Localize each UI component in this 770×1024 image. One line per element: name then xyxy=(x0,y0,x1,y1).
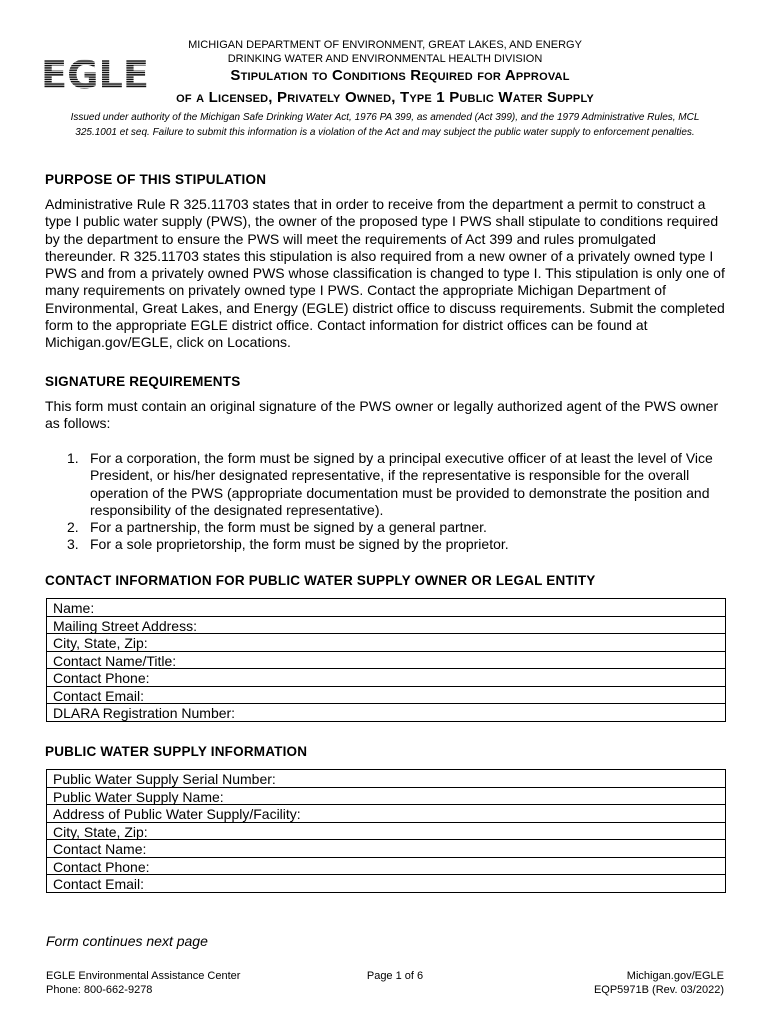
list-number: 3. xyxy=(67,536,79,553)
pws-city-state-zip-field[interactable]: City, State, Zip: xyxy=(47,823,725,841)
agency-name: MICHIGAN DEPARTMENT OF ENVIRONMENT, GREAT LAKES, AND ENERGY xyxy=(188,39,582,51)
mailing-address-field[interactable]: Mailing Street Address: xyxy=(47,617,725,635)
signature-intro: This form must contain an original signature of the PWS owner or legally authorized agent of the PWS owner as follows: xyxy=(45,398,719,432)
list-text: For a corporation, the form must be signed by a principal executive officer of at least the level of Vice President, or his/her designated representative, if the representative is responsible for the overall operation of the PWS (appropriate documentation must be provided to demonstrate the position and responsibility of the designated representative). xyxy=(90,450,713,518)
form-title-line2: of a Licensed, Privately Owned, Type 1 Public Water Supply xyxy=(176,89,594,106)
city-state-zip-field[interactable]: City, State, Zip: xyxy=(47,634,725,652)
pws-contact-phone-field[interactable]: Contact Phone: xyxy=(47,858,725,876)
list-item xyxy=(45,450,730,519)
list-text: For a sole proprietorship, the form must be signed by the proprietor. xyxy=(90,536,509,553)
pws-serial-number-field[interactable]: Public Water Supply Serial Number: xyxy=(47,770,725,788)
purpose-heading: PURPOSE OF THIS STIPULATION xyxy=(45,172,267,187)
contact-info-table xyxy=(46,598,726,722)
pws-name-field[interactable]: Public Water Supply Name: xyxy=(47,788,725,806)
signature-heading: SIGNATURE REQUIREMENTS xyxy=(45,374,241,389)
form-continues-note: Form continues next page xyxy=(46,933,208,949)
form-title-line1: Stipulation to Conditions Required for Approval xyxy=(230,67,570,84)
contact-name-field[interactable]: Name: xyxy=(47,599,725,617)
authority-notice: Issued under authority of the Michigan Safe Drinking Water Act, 1976 PA 399, as amended (Act 399), and the 1979 Administrative Rules, MCL 325.1001 et seq. Failure to submit this information is a violation of the Act and may subject the public water supply to enforcement penalties. xyxy=(70,112,700,138)
pws-heading: PUBLIC WATER SUPPLY INFORMATION xyxy=(45,744,308,759)
logo-text: EGLE xyxy=(41,58,149,90)
list-number: 2. xyxy=(67,519,79,536)
footer-phone: Phone: 800-662-9278 xyxy=(46,984,153,996)
footer-website: Michigan.gov/EGLE xyxy=(626,970,724,982)
list-item xyxy=(45,519,730,536)
list-item xyxy=(45,536,730,553)
pws-info-table xyxy=(46,769,726,893)
contact-phone-field[interactable]: Contact Phone: xyxy=(47,669,725,687)
pws-contact-email-field[interactable]: Contact Email: xyxy=(47,875,725,893)
pws-contact-name-field[interactable]: Contact Name: xyxy=(47,840,725,858)
pws-address-field[interactable]: Address of Public Water Supply/Facility: xyxy=(47,805,725,823)
purpose-text: Administrative Rule R 325.11703 states that in order to receive from the department a permit to construct a type I public water supply (PWS), the owner of the proposed type I PWS shall stipulate to conditions required by the department to ensure the PWS will meet the requirements of Act 399 and rules promulgated thereunder. R 325.11703 states this stipulation is also required from a new owner of a privately owned type I PWS and from a privately owned PWS whose classification is changed to type I. This stipulation is only one of many requirements on privately owned type I PWS. Contact the appropriate Michigan Department of Environmental, Great Lakes, and Energy (EGLE) district office to discuss requirements. Submit the completed form to the appropriate EGLE district office. Contact information for district offices can be found at Michigan.gov/EGLE, click on Locations. xyxy=(45,196,725,351)
signature-requirements-list xyxy=(45,450,730,554)
division-name: DRINKING WATER AND ENVIRONMENTAL HEALTH DIVISION xyxy=(227,53,543,65)
contact-heading: CONTACT INFORMATION FOR PUBLIC WATER SUPPLY OWNER OR LEGAL ENTITY xyxy=(45,573,596,588)
list-text: For a partnership, the form must be signed by a general partner. xyxy=(90,519,487,536)
contact-name-title-field[interactable]: Contact Name/Title: xyxy=(47,652,725,670)
list-number: 1. xyxy=(67,450,79,466)
page-number: Page 1 of 6 xyxy=(366,970,424,982)
contact-email-field[interactable]: Contact Email: xyxy=(47,687,725,705)
dlara-number-field[interactable]: DLARA Registration Number: xyxy=(47,704,725,722)
form-number: EQP5971B (Rev. 03/2022) xyxy=(593,984,724,996)
footer-right xyxy=(594,969,724,997)
footer-center-name: EGLE Environmental Assistance Center xyxy=(46,970,241,982)
